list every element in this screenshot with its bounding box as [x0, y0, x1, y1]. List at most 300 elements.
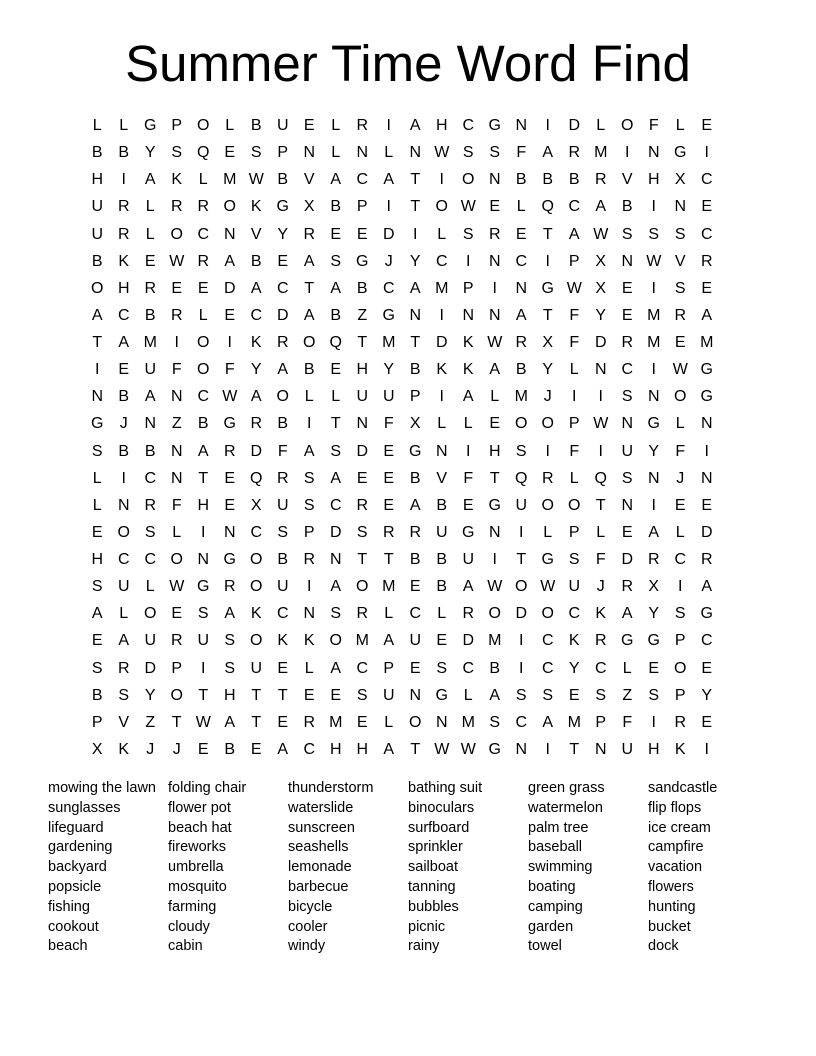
grid-letter: R — [356, 605, 369, 623]
grid-letter: E — [330, 225, 342, 243]
word-item: palm tree — [528, 819, 589, 836]
grid-letter: T — [542, 306, 553, 324]
word-column — [288, 779, 408, 957]
grid-letter: E — [621, 523, 633, 541]
grid-letter: W — [487, 578, 503, 596]
grid-letter: Y — [144, 144, 156, 162]
word-item: seashells — [288, 839, 349, 856]
word-item: boating — [528, 878, 576, 895]
grid-letter: R — [170, 632, 183, 650]
grid-letter: L — [675, 117, 685, 134]
grid-letter: O — [197, 334, 210, 351]
grid-letter: B — [250, 252, 262, 270]
grid-letter: C — [382, 279, 395, 297]
grid-letter: L — [596, 117, 606, 134]
grid-letter: E — [277, 659, 289, 677]
grid-letter: T — [304, 279, 315, 297]
grid-letter: I — [492, 279, 497, 297]
grid-letter: H — [435, 117, 448, 134]
grid-letter: L — [437, 225, 447, 243]
grid-letter: C — [276, 279, 289, 297]
grid-letter: A — [568, 225, 580, 243]
grid-letter: L — [331, 117, 341, 134]
grid-letter: P — [277, 144, 289, 162]
grid-letter: K — [118, 252, 130, 270]
word-item: barbecue — [288, 878, 349, 895]
grid-letter: E — [224, 496, 236, 514]
grid-letter: H — [329, 740, 342, 758]
grid-letter: A — [489, 361, 501, 379]
grid-letter: P — [171, 659, 183, 677]
grid-letter: C — [541, 632, 554, 650]
grid-letter: E — [648, 659, 660, 677]
grid-letter: N — [515, 279, 528, 297]
grid-letter: K — [674, 740, 686, 758]
grid-letter: I — [704, 740, 709, 758]
grid-letter: A — [462, 388, 474, 406]
grid-letter: R — [250, 415, 263, 433]
grid-letter: B — [144, 442, 156, 460]
grid-letter: U — [276, 496, 289, 514]
grid-letter: S — [462, 225, 474, 243]
word-item: fishing — [48, 898, 90, 915]
grid-letter: D — [568, 117, 581, 134]
grid-letter: P — [462, 279, 474, 297]
word-item: garden — [528, 918, 574, 935]
grid-letter: T — [251, 686, 262, 704]
grid-letter: X — [595, 252, 607, 270]
grid-letter: B — [118, 144, 130, 162]
grid-letter: F — [383, 415, 394, 433]
grid-letter: N — [435, 713, 448, 731]
grid-letter: C — [621, 361, 634, 379]
grid-letter: S — [674, 225, 686, 243]
grid-letter: L — [225, 117, 235, 134]
grid-letter: Y — [595, 306, 607, 324]
grid-letter: A — [701, 578, 713, 596]
grid-letter: A — [224, 252, 236, 270]
grid-letter: E — [701, 713, 713, 731]
grid-letter: G — [621, 632, 634, 650]
grid-letter: N — [356, 144, 369, 162]
grid-letter: M — [382, 334, 396, 351]
grid-letter: D — [700, 523, 713, 541]
grid-letter: I — [545, 252, 550, 270]
grid-letter: E — [621, 279, 633, 297]
grid-letter: Z — [622, 686, 633, 704]
grid-letter: G — [541, 279, 554, 297]
grid-letter: E — [277, 252, 289, 270]
grid-letter: H — [488, 442, 501, 460]
grid-letter: M — [329, 713, 343, 731]
grid-letter: S — [91, 442, 103, 460]
grid-row — [84, 221, 720, 248]
grid-letter: I — [651, 361, 656, 379]
grid-row — [84, 112, 720, 139]
word-item: bucket — [648, 918, 691, 935]
grid-letter: R — [541, 469, 554, 487]
grid-letter: I — [121, 171, 126, 189]
grid-letter: A — [542, 144, 554, 162]
grid-letter: E — [118, 361, 130, 379]
grid-letter: O — [541, 605, 554, 623]
grid-letter: U — [382, 388, 395, 406]
grid-letter: U — [91, 198, 104, 216]
grid-letter: W — [169, 578, 185, 596]
grid-letter: R — [276, 469, 289, 487]
grid-letter: B — [515, 171, 527, 189]
grid-letter: L — [304, 388, 314, 406]
grid-letter: D — [462, 632, 475, 650]
word-item: bathing suit — [408, 780, 483, 796]
grid-letter: A — [542, 713, 554, 731]
grid-letter: S — [91, 659, 103, 677]
grid-letter: B — [91, 252, 103, 270]
grid-letter: B — [197, 415, 209, 433]
grid-letter: G — [356, 252, 369, 270]
grid-letter: S — [436, 659, 448, 677]
word-item: windy — [288, 938, 326, 955]
grid-letter: L — [463, 415, 473, 433]
grid-row — [84, 139, 720, 166]
grid-row — [84, 465, 720, 492]
grid-letter: O — [250, 632, 263, 650]
grid-row — [84, 383, 720, 410]
grid-letter: E — [383, 442, 395, 460]
grid-letter: V — [303, 171, 315, 189]
grid-letter: O — [91, 279, 104, 297]
grid-letter: L — [384, 605, 394, 623]
grid-letter: Y — [250, 361, 262, 379]
grid-letter: A — [197, 442, 209, 460]
grid-letter: L — [384, 713, 394, 731]
grid-letter: D — [515, 605, 528, 623]
grid-letter: M — [700, 334, 714, 351]
grid-letter: M — [567, 713, 581, 731]
grid-letter: E — [356, 225, 368, 243]
grid-letter: M — [355, 632, 369, 650]
grid-letter: I — [466, 252, 471, 270]
grid-letter: A — [648, 523, 660, 541]
grid-letter: N — [515, 117, 528, 134]
grid-letter: O — [250, 578, 263, 596]
grid-letter: E — [515, 225, 527, 243]
grid-letter: P — [674, 632, 686, 650]
grid-letter: E — [330, 686, 342, 704]
grid-letter: L — [145, 198, 155, 216]
word-column — [48, 779, 168, 957]
grid-letter: O — [515, 415, 528, 433]
grid-letter: E — [303, 117, 315, 134]
word-item: lifeguard — [48, 819, 104, 836]
grid-letter: N — [409, 686, 422, 704]
grid-letter: O — [674, 659, 687, 677]
grid-letter: A — [409, 496, 421, 514]
grid-letter: E — [409, 659, 421, 677]
grid-letter: N — [594, 361, 607, 379]
grid-letter: S — [250, 144, 262, 162]
grid-letter: I — [651, 496, 656, 514]
grid-letter: M — [382, 578, 396, 596]
grid-letter: R — [621, 578, 634, 596]
grid-letter: R — [674, 713, 687, 731]
grid-letter: I — [519, 632, 524, 650]
grid-letter: S — [356, 686, 368, 704]
grid-letter: N — [621, 415, 634, 433]
grid-letter: S — [595, 686, 607, 704]
grid-letter: M — [461, 713, 475, 731]
grid-letter: P — [383, 659, 395, 677]
grid-letter: E — [409, 578, 421, 596]
grid-letter: H — [197, 496, 210, 514]
grid-letter: P — [568, 252, 580, 270]
grid-letter: V — [674, 252, 686, 270]
grid-letter: R — [197, 252, 210, 270]
grid-letter: K — [250, 198, 262, 216]
grid-letter: S — [197, 605, 209, 623]
grid-letter: E — [701, 117, 713, 134]
grid-letter: X — [250, 496, 262, 514]
grid-letter: G — [488, 496, 501, 514]
grid-letter: K — [277, 632, 289, 650]
grid-row — [84, 709, 720, 736]
grid-letter: M — [143, 334, 157, 351]
grid-letter: X — [595, 279, 607, 297]
grid-letter: A — [144, 388, 156, 406]
grid-letter: J — [676, 469, 685, 487]
word-item: umbrella — [168, 859, 224, 876]
grid-letter: M — [435, 279, 449, 297]
word-item: mosquito — [168, 878, 227, 895]
word-item: towel — [528, 938, 562, 955]
grid-letter: O — [170, 551, 183, 568]
grid-letter: O — [170, 225, 183, 243]
grid-letter: S — [462, 144, 474, 162]
grid-letter: L — [145, 225, 155, 243]
grid-row — [84, 573, 720, 600]
grid-letter: A — [118, 334, 130, 351]
grid-letter: L — [198, 306, 208, 324]
word-item: beach — [48, 938, 88, 955]
grid-letter: C — [144, 469, 157, 487]
grid-letter: H — [91, 551, 104, 568]
grid-letter: R — [356, 117, 369, 134]
grid-letter: C — [462, 659, 475, 677]
page-title: Summer Time Word Find — [125, 35, 691, 92]
grid-letter: S — [621, 469, 633, 487]
grid-letter: U — [409, 632, 422, 650]
grid-letter: T — [410, 740, 421, 758]
grid-letter: N — [621, 496, 634, 514]
grid-letter: R — [276, 334, 289, 351]
word-item: folding chair — [168, 780, 247, 796]
grid-letter: C — [515, 252, 528, 270]
word-item: fireworks — [168, 839, 227, 856]
grid-letter: S — [330, 605, 342, 623]
grid-letter: B — [409, 551, 421, 568]
grid-letter: C — [700, 632, 713, 650]
grid-letter: B — [277, 551, 289, 568]
grid-letter: A — [250, 388, 262, 406]
grid-letter: A — [515, 306, 527, 324]
word-item: campfire — [648, 839, 704, 856]
grid-letter: O — [197, 361, 210, 379]
grid-letter: B — [489, 659, 501, 677]
grid-letter: K — [568, 632, 580, 650]
grid-letter: L — [384, 144, 394, 162]
grid-letter: A — [489, 686, 501, 704]
grid-letter: T — [569, 740, 580, 758]
grid-letter: R — [303, 551, 316, 568]
grid-letter: B — [436, 496, 448, 514]
grid-row — [84, 329, 720, 356]
grid-letter: N — [647, 144, 660, 162]
grid-letter: S — [621, 225, 633, 243]
grid-letter: H — [223, 686, 236, 704]
grid-letter: M — [647, 334, 661, 351]
grid-letter: L — [569, 469, 579, 487]
grid-letter: I — [386, 198, 391, 216]
grid-letter: Y — [383, 361, 395, 379]
grid-letter: X — [91, 740, 103, 758]
grid-letter: B — [621, 198, 633, 216]
grid-letter: F — [675, 442, 686, 460]
grid-letter: E — [197, 279, 209, 297]
grid-letter: L — [490, 388, 500, 406]
grid-letter: R — [382, 523, 395, 541]
grid-letter: R — [647, 551, 660, 568]
grid-letter: C — [250, 523, 263, 541]
grid-letter: A — [144, 171, 156, 189]
word-item: binoculars — [408, 799, 475, 816]
grid-letter: R — [303, 713, 316, 731]
grid-letter: F — [622, 713, 633, 731]
grid-letter: W — [540, 578, 556, 596]
grid-letter: N — [700, 415, 713, 433]
grid-letter: S — [648, 225, 660, 243]
grid-letter: W — [593, 415, 609, 433]
grid-letter: L — [172, 523, 182, 541]
grid-letter: A — [330, 171, 342, 189]
word-item: watermelon — [528, 799, 603, 816]
grid-letter: O — [435, 198, 448, 216]
grid-letter: A — [303, 442, 315, 460]
grid-letter: T — [171, 713, 182, 731]
grid-letter: K — [250, 605, 262, 623]
grid-letter: S — [91, 578, 103, 596]
grid-letter: I — [121, 469, 126, 487]
grid-letter: N — [488, 252, 501, 270]
grid-letter: K — [118, 740, 130, 758]
grid-letter: S — [356, 523, 368, 541]
grid-letter: L — [119, 117, 129, 134]
grid-letter: L — [516, 198, 526, 216]
grid-letter: F — [595, 551, 606, 568]
grid-row — [84, 248, 720, 275]
grid-letter: U — [276, 578, 289, 596]
grid-letter: T — [410, 171, 421, 189]
word-item: sailboat — [408, 859, 458, 876]
grid-letter: E — [330, 361, 342, 379]
grid-letter: G — [488, 117, 501, 134]
word-item: beach hat — [168, 819, 232, 836]
grid-letter: Q — [515, 469, 528, 487]
grid-letter: R — [462, 605, 475, 623]
grid-letter: S — [489, 144, 501, 162]
grid-letter: E — [224, 144, 236, 162]
grid-letter: B — [118, 388, 130, 406]
grid-letter: W — [434, 740, 450, 758]
grid-letter: T — [410, 198, 421, 216]
grid-letter: B — [303, 361, 315, 379]
grid-letter: T — [410, 334, 421, 351]
grid-letter: U — [144, 632, 157, 650]
grid-letter: K — [171, 171, 183, 189]
grid-letter: F — [171, 496, 182, 514]
grid-letter: E — [250, 740, 262, 758]
grid-letter: E — [171, 605, 183, 623]
grid-letter: D — [223, 279, 236, 297]
grid-letter: T — [489, 469, 500, 487]
grid-letter: L — [463, 686, 473, 704]
grid-letter: L — [569, 361, 579, 379]
grid-letter: U — [435, 523, 448, 541]
grid-letter: F — [171, 361, 182, 379]
grid-letter: N — [170, 469, 183, 487]
grid-letter: L — [198, 171, 208, 189]
grid-letter: R — [700, 551, 713, 568]
grid-letter: S — [648, 686, 660, 704]
grid-letter: I — [492, 551, 497, 568]
grid-letter: F — [516, 144, 527, 162]
grid-letter: K — [462, 361, 474, 379]
grid-letter: I — [466, 442, 471, 460]
grid-letter: N — [170, 388, 183, 406]
grid-letter: I — [572, 388, 577, 406]
grid-letter: B — [330, 198, 342, 216]
grid-letter: V — [250, 225, 262, 243]
grid-letter: B — [515, 361, 527, 379]
grid-letter: T — [595, 496, 606, 514]
grid-letter: L — [543, 523, 553, 541]
grid-letter: E — [224, 469, 236, 487]
grid-letter: W — [593, 225, 609, 243]
grid-letter: T — [330, 415, 341, 433]
letter-grid — [84, 112, 720, 763]
grid-letter: A — [409, 117, 421, 134]
grid-letter: X — [409, 415, 421, 433]
word-item: hunting — [648, 898, 696, 915]
grid-letter: B — [436, 578, 448, 596]
word-item: bubbles — [408, 898, 459, 915]
grid-letter: O — [144, 605, 157, 623]
grid-letter: A — [118, 632, 130, 650]
grid-letter: N — [356, 415, 369, 433]
grid-letter: M — [514, 388, 528, 406]
grid-letter: A — [330, 469, 342, 487]
grid-letter: A — [409, 279, 421, 297]
grid-letter: R — [621, 334, 634, 351]
grid-letter: R — [117, 659, 130, 677]
grid-letter: E — [197, 740, 209, 758]
grid-letter: C — [356, 659, 369, 677]
grid-letter: U — [382, 686, 395, 704]
grid-letter: R — [117, 198, 130, 216]
grid-letter: C — [541, 659, 554, 677]
grid-letter: I — [439, 171, 444, 189]
grid-letter: I — [201, 523, 206, 541]
grid-letter: C — [700, 225, 713, 243]
